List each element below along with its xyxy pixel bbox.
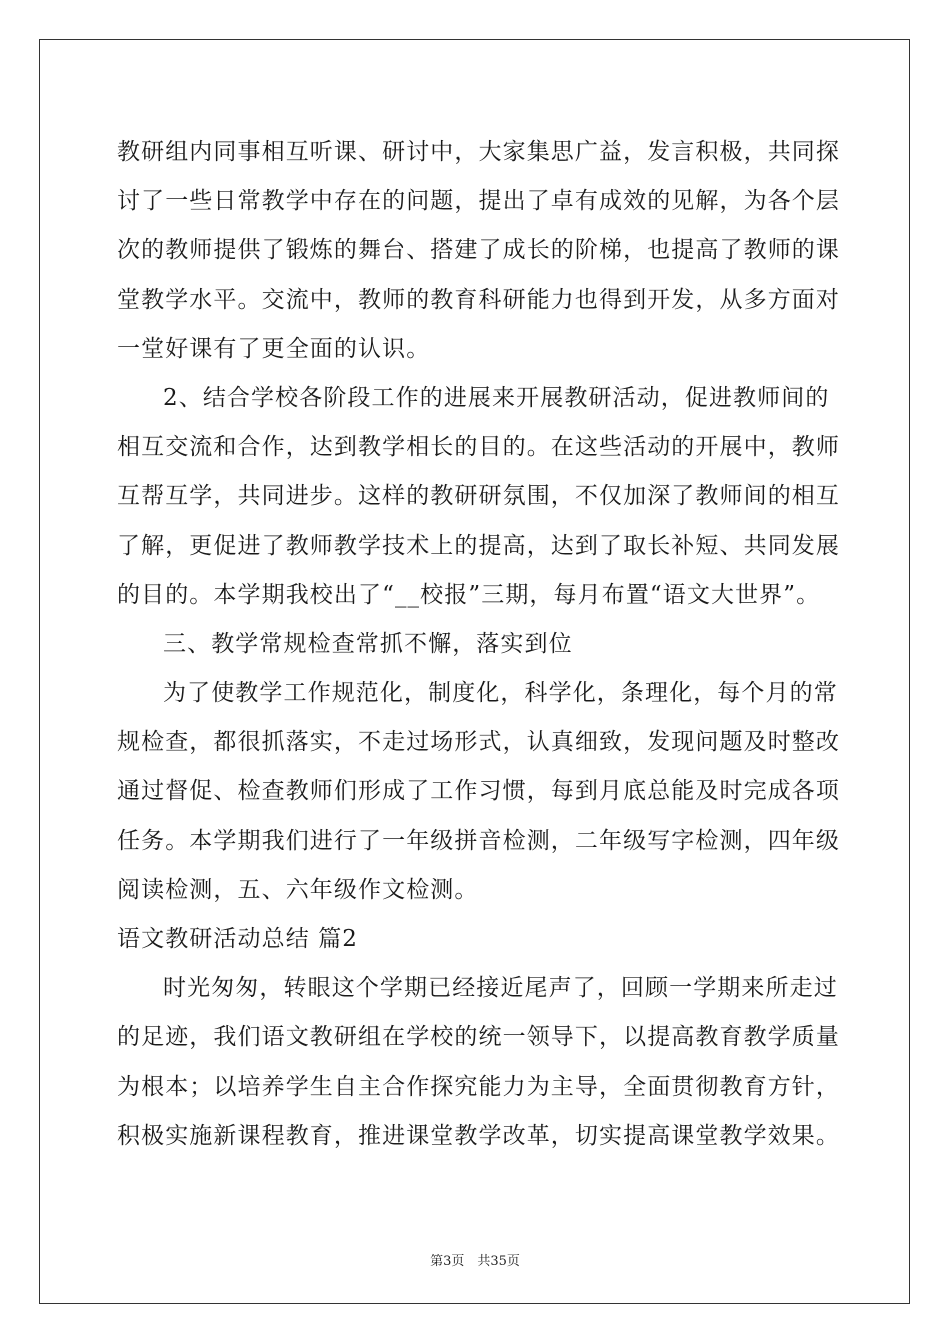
text-line: 互帮互学，共同进步。这样的教研研氛围，不仅加深了教师间的相互 <box>117 483 840 510</box>
text-line: 的足迹，我们语文教研组在学校的统一领导下，以提高教育教学质量 <box>117 1024 840 1051</box>
text-line: 积极实施新课程教育，推进课堂教学改革，切实提高课堂教学效果。 <box>117 1122 840 1149</box>
text-line: 阅读检测，五、六年级作文检测。 <box>117 876 479 903</box>
text-line: 相互交流和合作，达到教学相长的目的。在这些活动的开展中，教师 <box>117 434 840 461</box>
text-line: 次的教师提供了锻炼的舞台、搭建了成长的阶梯，也提高了教师的课 <box>117 237 840 264</box>
text-line: 堂教学水平。交流中，教师的教育科研能力也得到开发，从多方面对 <box>117 286 840 313</box>
text-line: 为了使教学工作规范化，制度化，科学化，条理化，每个月的常 <box>163 680 838 707</box>
text-line: 讨了一些日常教学中存在的问题，提出了卓有成效的见解，为各个层 <box>117 188 840 215</box>
page-number: 第3页 共35页 <box>430 1254 520 1269</box>
article-title: 语文教研活动总结 篇2 <box>117 926 359 952</box>
text-line: 了解，更促进了教师教学技术上的提高，达到了取长补短、共同发展 <box>117 532 840 559</box>
section-heading: 三、教学常规检查常抓不懈，落实到位 <box>163 630 573 657</box>
document-body <box>117 128 840 1161</box>
text-line: 的目的。本学期我校出了“__校报”三期，每月布置“语文大世界”。 <box>117 581 821 608</box>
text-line: 教研组内同事相互听课、研讨中，大家集思广益，发言积极，共同探 <box>117 139 840 165</box>
text-line: 通过督促、检查教师们形成了工作习惯，每到月底总能及时完成各项 <box>117 778 840 805</box>
text-line: 2、结合学校各阶段工作的进展来开展教研活动，促进教师间的 <box>163 384 830 411</box>
text-line: 任务。本学期我们进行了一年级拼音检测，二年级写字检测，四年级 <box>117 827 840 854</box>
text-line: 规检查，都很抓落实，不走过场形式，认真细致，发现问题及时整改 <box>117 729 840 756</box>
text-line: 时光匆匆，转眼这个学期已经接近尾声了，回顾一学期来所走过 <box>163 975 838 1002</box>
text-line: 一堂好课有了更全面的认识。 <box>117 335 431 362</box>
text-line: 为根本；以培养学生自主合作探究能力为主导，全面贯彻教育方针， <box>117 1073 840 1100</box>
